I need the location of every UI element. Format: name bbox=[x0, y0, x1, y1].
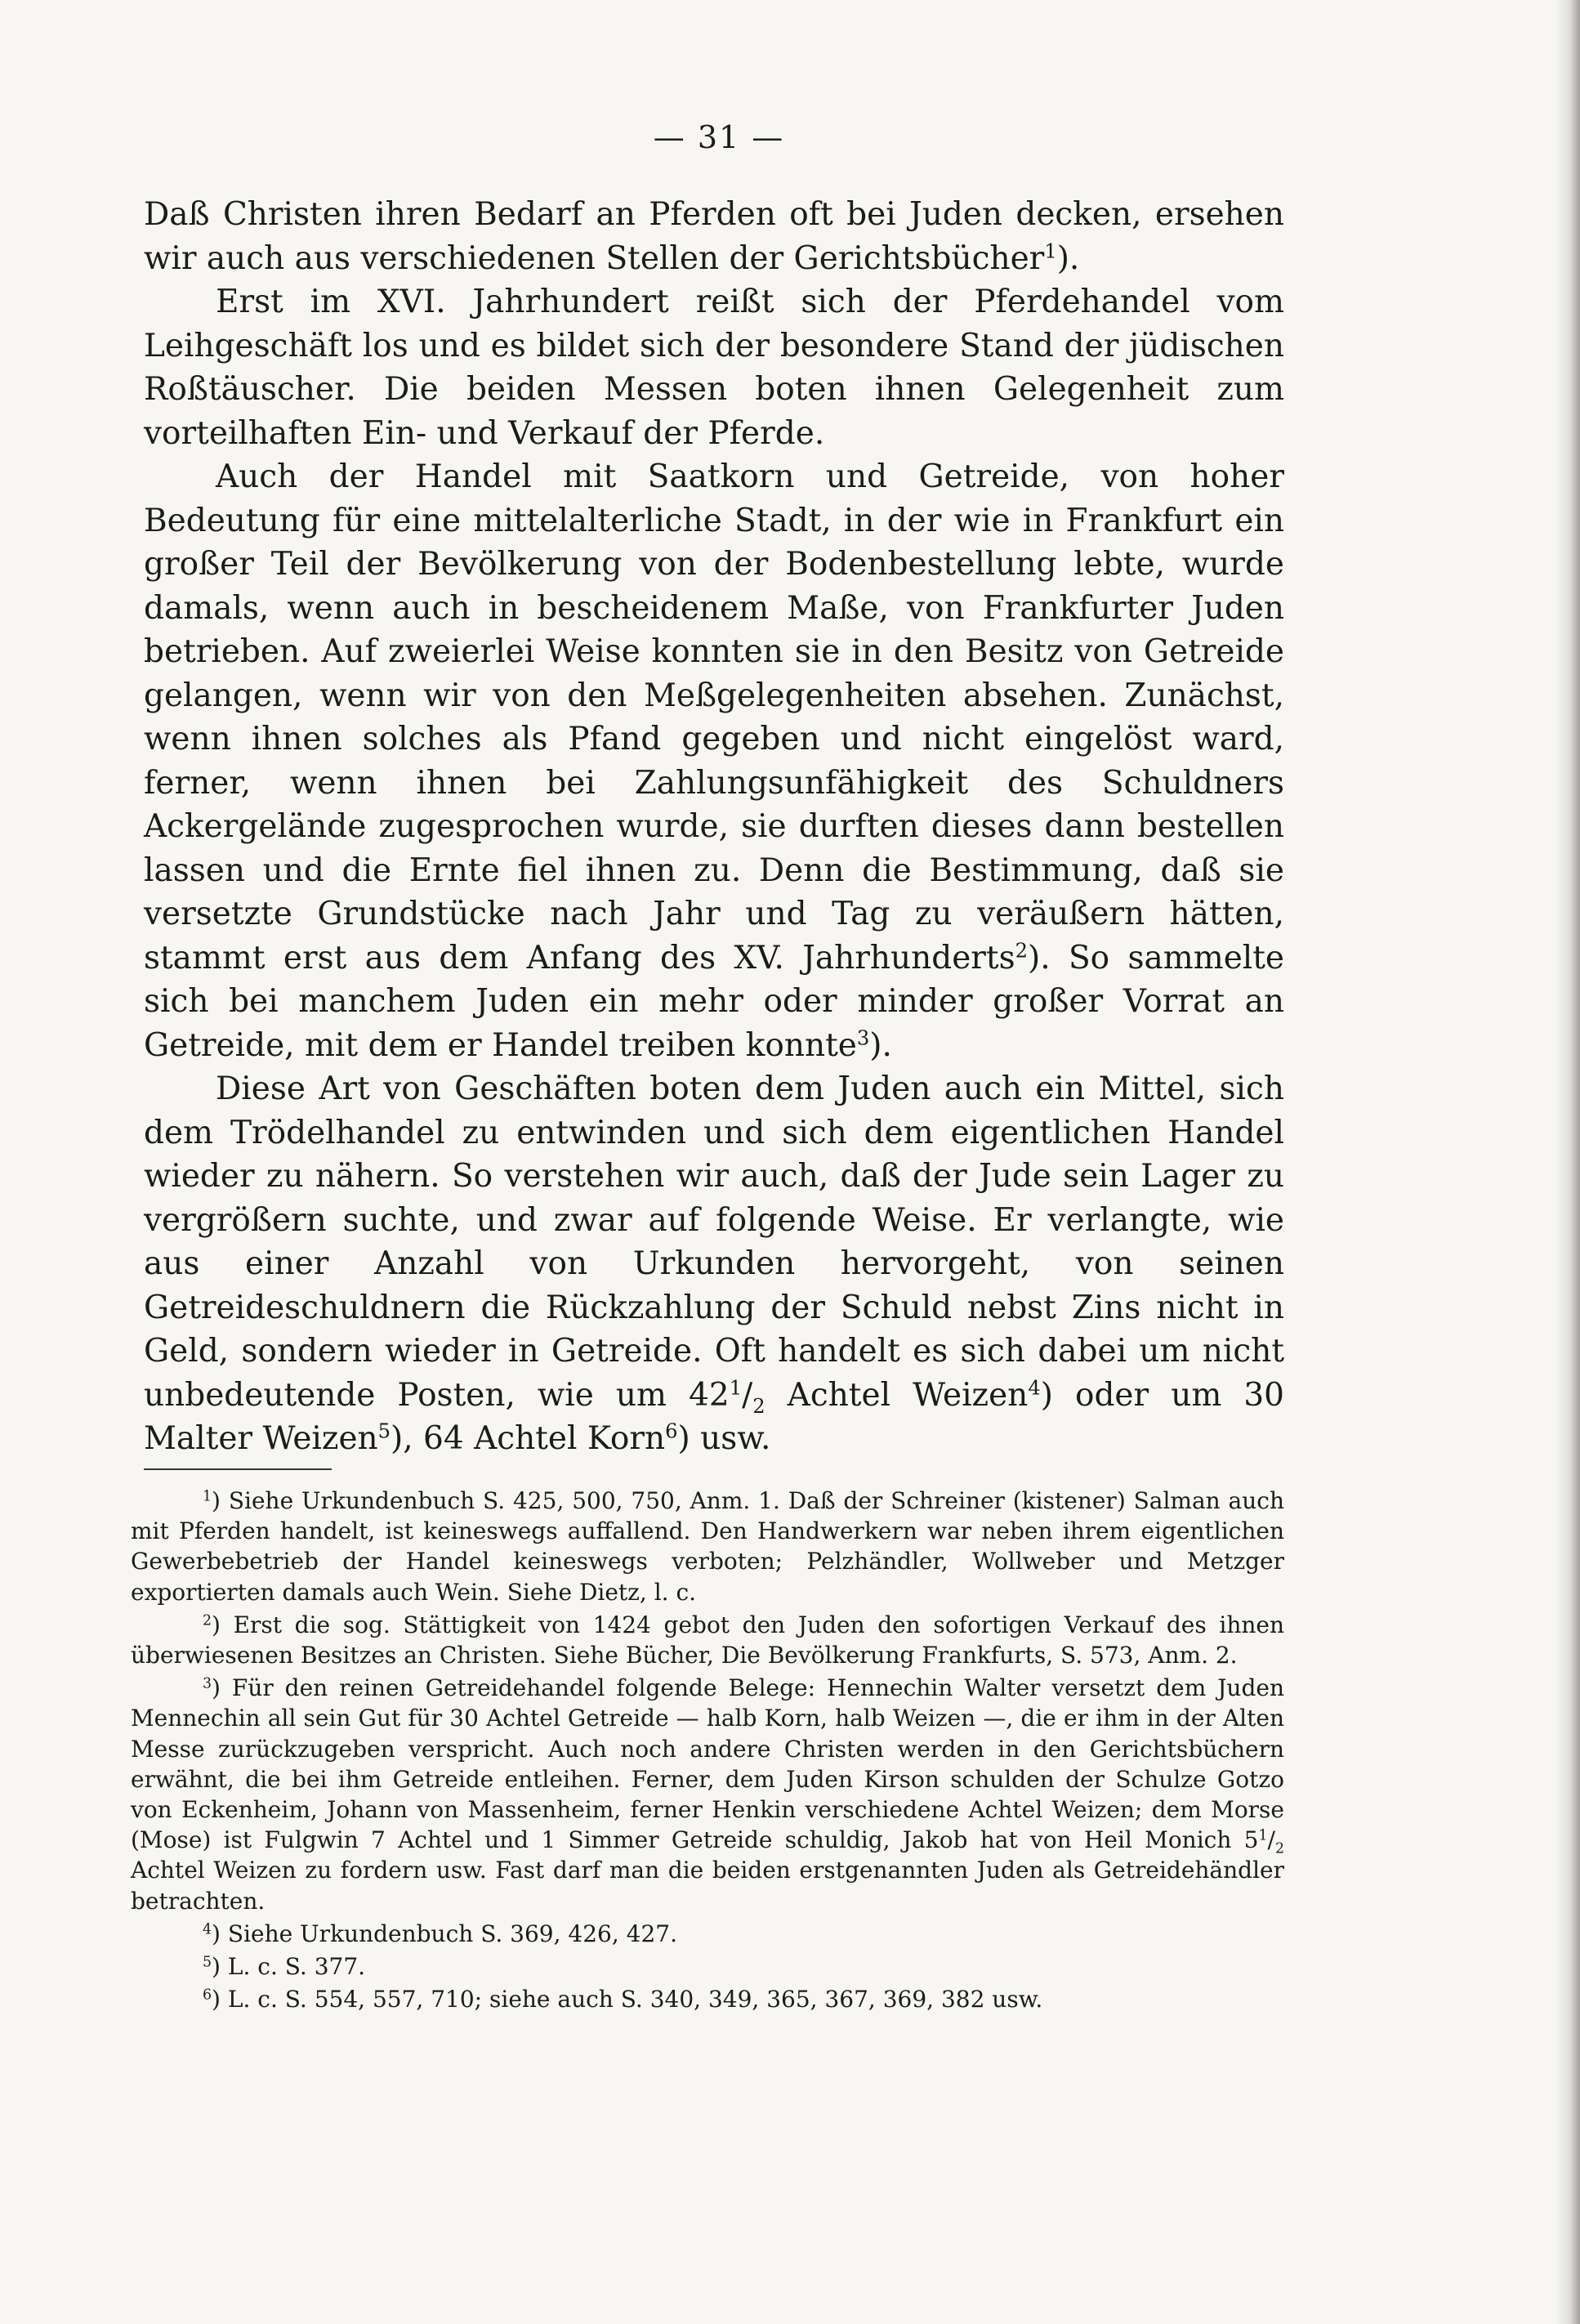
footnote-number: 1 bbox=[203, 1488, 212, 1505]
footnote-reference: 3 bbox=[856, 1026, 870, 1050]
paragraph bbox=[144, 1067, 1284, 1461]
text-run: ) Erst die sog. Stättigkeit von 1424 gebot den Juden den sofortigen Verkauf des ihnen überwiesenen Besitzes an Christen. Siehe Bücher, Die Bevölkerung Frankfurts, S. 573, Anm. 2. bbox=[131, 1611, 1284, 1669]
text-run: Achtel Weizen zu fordern usw. Fast darf man die beiden erstgenannten Juden als Getreidehändler betrachten. bbox=[131, 1857, 1284, 1915]
text-run: ). bbox=[869, 1026, 892, 1064]
main-body-text bbox=[144, 193, 1284, 1461]
text-run: ) Siehe Urkundenbuch S. 425, 500, 750, Anm. 1. Daß der Schreiner (kistener) Salman auch mit Pferden handelt, ist keineswegs auffallend. Den Handwerkern war neben ihrem eigentlichen Gewerbebetrieb der Handel keineswegs verboten; Pelzhändler, Wollweber und Metzger exportierten damals auch Wein. Siehe Dietz, l. c. bbox=[131, 1487, 1284, 1606]
text-run: ) Siehe Urkundenbuch S. 369, 426, 427. bbox=[212, 1920, 678, 1947]
footnote-number: 2 bbox=[203, 1612, 212, 1629]
footnote-number: 4 bbox=[203, 1921, 212, 1938]
paragraph bbox=[144, 280, 1284, 455]
page-number: — 31 — bbox=[653, 119, 785, 155]
footnote bbox=[131, 1919, 1284, 1949]
text-run: Daß Christen ihren Bedarf an Pferden oft bei Juden decken, ersehen wir auch aus verschiedenen Stellen der Gerichtsbücher bbox=[144, 196, 1284, 277]
footnote-separator bbox=[144, 1468, 332, 1470]
footnote-reference: 1 bbox=[729, 1376, 743, 1400]
footnote-reference: 2 bbox=[1015, 939, 1029, 963]
text-run: ) L. c. S. 377. bbox=[212, 1953, 366, 1981]
footnote bbox=[131, 1610, 1284, 1670]
footnote-number: 5 bbox=[203, 1954, 212, 1971]
text-run: ) usw. bbox=[677, 1420, 771, 1457]
paragraph bbox=[144, 455, 1284, 1067]
footnote-reference: 1 bbox=[1044, 239, 1057, 263]
text-run: ). bbox=[1056, 239, 1080, 277]
text-run: / bbox=[1267, 1826, 1275, 1854]
footnotes-section bbox=[131, 1486, 1284, 2017]
footnote bbox=[131, 1486, 1284, 1607]
paragraph bbox=[144, 193, 1284, 280]
text-run: Diese Art von Geschäften boten dem Juden auch ein Mittel, sich dem Trödelhandel zu entwinden und sich dem eigentlichen Handel wieder zu nähern. So verstehen wir auch, daß der Jude sein Lager zu vergrößern suchte, und zwar auf folgende Weise. Er verlangte, wie aus einer Anzahl von Urkunden hervorgeht, von seinen Getreideschuldnern die Rückzahlung der Schuld nebst Zins nicht in Geld, sondern wieder in Getreide. Oft handelt es sich dabei um nicht unbedeutende Posten, wie um 42 bbox=[144, 1070, 1284, 1414]
footnote-reference: 5 bbox=[377, 1419, 391, 1443]
footnote-reference: 6 bbox=[665, 1419, 678, 1443]
text-run: Auch der Handel mit Saatkorn und Getreide, von hoher Bedeutung für eine mittelalterliche Stadt, in der wie in Frankfurt ein großer Teil der Bevölkerung von der Bodenbestellung lebte, wurde damals, wenn auch in bescheidenem Maße, von Frankfurter Juden betrieben. Auf zweierlei Weise konnten sie in den Besitz von Getreide gelangen, wenn wir von den Meßgelegenheiten absehen. Zunächst, wenn ihnen solches als Pfand gegeben und nicht eingelöst ward, ferner, wenn ihnen bei Zahlungsunfähigkeit des Schuldners Ackergelände zugesprochen wurde, sie durften dieses dann bestellen lassen und die Ernte fiel ihnen zu. Denn die Bestimmung, daß sie versetzte Grundstücke nach Jahr und Tag zu veräußern hätten, stammt erst aus dem Anfang des XV. Jahrhunderts bbox=[144, 458, 1284, 977]
footnote-reference: 1 bbox=[1258, 1827, 1268, 1844]
text-run: Achtel Weizen bbox=[765, 1376, 1029, 1414]
footnote bbox=[131, 1984, 1284, 2014]
text-run: ), 64 Achtel Korn bbox=[391, 1420, 666, 1457]
fraction-denominator: 2 bbox=[1274, 1840, 1284, 1857]
fraction-denominator: 2 bbox=[752, 1394, 765, 1418]
text-run: ) Für den reinen Getreidehandel folgende Belege: Hennechin Walter versetzt dem Juden Mennechin all sein Gut für 30 Achtel Getreide — halb Korn, halb Weizen —, die er ihm in der Alten Messe zurückzugeben verspricht. Auch noch andere Christen werden in den Gerichtsbüchern erwähnt, die bei ihm Getreide entleihen. Ferner, dem Juden Kirson schulden der Schulze Gotzo von Eckenheim, Johann von Massenheim, ferner Henkin verschiedene Achtel Weizen; dem Morse (Mose) ist Fulgwin 7 Achtel und 1 Simmer Getreide schuldig, Jakob hat von Heil Monich 5 bbox=[131, 1674, 1284, 1854]
footnote-number: 6 bbox=[203, 1987, 212, 2004]
footnote bbox=[131, 1673, 1284, 1916]
page-edge-shadow bbox=[1555, 0, 1580, 2324]
footnote bbox=[131, 1951, 1284, 1982]
text-run: ) L. c. S. 554, 557, 710; siehe auch S. 340, 349, 365, 367, 369, 382 usw. bbox=[212, 1986, 1043, 2013]
text-run: ). So sammelte sich bei manchem Juden ein mehr oder minder großer Vorrat an Getreide, mit dem er Handel treiben konnte bbox=[144, 939, 1284, 1064]
footnote-reference: 4 bbox=[1028, 1376, 1041, 1400]
text-run: ) oder um 30 Malter Weizen bbox=[144, 1376, 1284, 1457]
text-run: / bbox=[742, 1376, 753, 1414]
footnote-number: 3 bbox=[203, 1675, 212, 1692]
text-run: Erst im XVI. Jahrhundert reißt sich der Pferdehandel vom Leihgeschäft los und es bildet sich der besondere Stand der jüdischen Roßtäuscher. Die beiden Messen boten ihnen Gelegenheit zum vorteilhaften Ein- und Verkauf der Pferde. bbox=[144, 284, 1284, 452]
